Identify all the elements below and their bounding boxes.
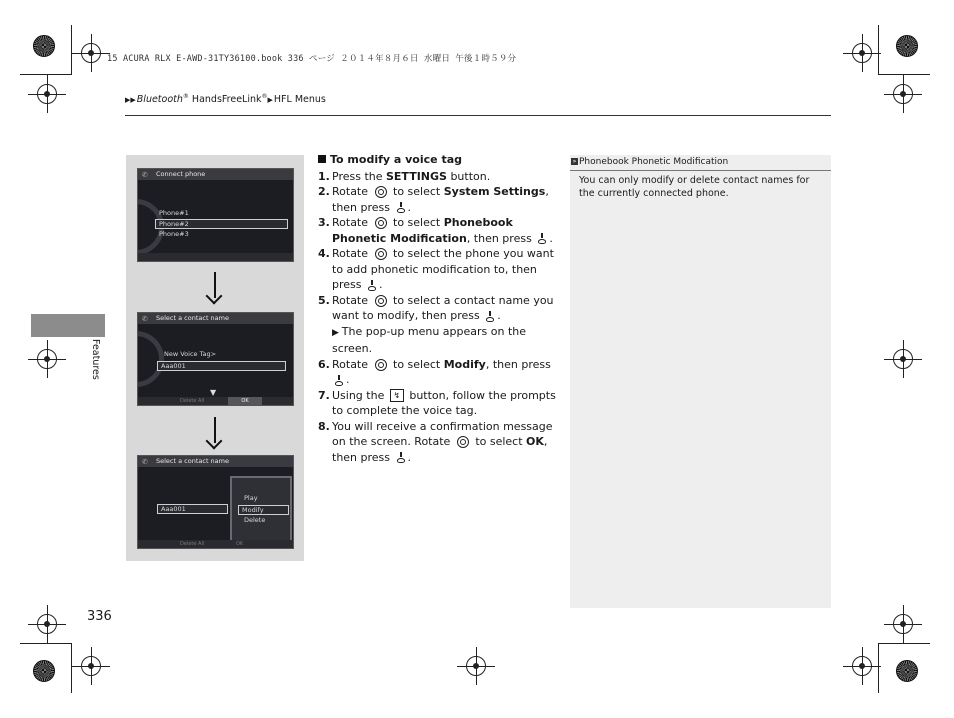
interface-dial-icon xyxy=(375,217,387,229)
down-arrow-icon xyxy=(205,417,225,447)
print-header: 15 ACURA RLX E-AWD-31TY36100.book 336 ページ ２０１４年８月６日 水曜日 午後１時５９分 xyxy=(107,54,517,64)
crosshair-mark xyxy=(37,349,57,369)
press-dial-icon xyxy=(537,233,547,244)
step-number: 8. xyxy=(318,419,330,433)
screen-bottom-bar xyxy=(138,253,293,261)
settings-button-ref: SETTINGS xyxy=(386,169,447,183)
step-1: 1. Press the SETTINGS button. xyxy=(318,169,491,183)
interface-dial-icon xyxy=(457,436,469,448)
registration-rosette xyxy=(896,660,918,682)
screen-list-item-selected: Aaa001 xyxy=(157,504,228,514)
interface-dial-icon xyxy=(375,186,387,198)
phone-icon: ✆ xyxy=(142,315,148,323)
heading-square-icon xyxy=(318,155,326,163)
bottom-left-label: Delete All xyxy=(180,398,205,404)
screen-contact-popup xyxy=(137,455,294,549)
screen-title-bar xyxy=(138,456,293,467)
bottom-left-label: Delete All xyxy=(180,541,205,547)
registered-mark: ® xyxy=(261,93,268,100)
crop-line xyxy=(878,74,930,75)
breadcrumb-handsfreelink[interactable]: HandsFreeLink xyxy=(188,94,262,106)
step-3: 3. Rotate to select Phonebook Phonetic Modification, then press . xyxy=(318,216,553,245)
crop-line xyxy=(71,25,72,75)
step-number: 2. xyxy=(318,185,330,198)
breadcrumb-arrow-icon: ▶▶ xyxy=(125,96,136,105)
page-number: 336 xyxy=(87,609,112,624)
crosshair-mark xyxy=(852,43,872,63)
crop-line xyxy=(878,643,930,644)
press-dial-icon xyxy=(396,202,406,213)
step-number: 7. xyxy=(318,388,330,402)
popup-item-modify: Modify xyxy=(238,505,289,515)
screen-title-bar xyxy=(138,169,293,180)
scroll-down-icon: ▼ xyxy=(210,388,217,397)
bottom-right-label: OK xyxy=(228,397,262,405)
crop-line xyxy=(71,643,72,693)
dial-arc xyxy=(137,331,164,387)
registration-rosette xyxy=(33,35,55,57)
crop-line xyxy=(20,74,72,75)
crosshair-mark xyxy=(37,84,57,104)
screen-bottom-bar xyxy=(138,540,293,548)
crosshair-mark xyxy=(893,614,913,634)
crosshair-mark xyxy=(81,43,101,63)
press-dial-icon xyxy=(334,375,344,386)
screen-list-item-selected: Aaa001 xyxy=(157,361,286,371)
interface-dial-icon xyxy=(375,359,387,371)
press-dial-icon xyxy=(396,452,406,463)
screen-title: Connect phone xyxy=(156,170,206,178)
phone-icon: ✆ xyxy=(142,458,148,466)
step-number: 3. xyxy=(318,216,330,229)
note-box xyxy=(570,155,831,608)
note-title: Phonebook Phonetic Modification xyxy=(579,157,729,167)
note-heading xyxy=(570,155,831,171)
registration-rosette xyxy=(896,35,918,57)
breadcrumb xyxy=(125,93,326,105)
step-2: 2. Rotate to select System Settings, then press . xyxy=(318,185,549,214)
step-number: 6. xyxy=(318,357,330,371)
header-rule xyxy=(125,115,831,116)
registration-rosette xyxy=(33,660,55,682)
crosshair-mark xyxy=(893,84,913,104)
screen-title: Select a contact name xyxy=(156,457,229,465)
screen-list-item: Phone#3 xyxy=(159,230,189,238)
breadcrumb-bluetooth[interactable]: Bluetooth xyxy=(136,94,183,106)
breadcrumb-arrow-icon: ▶ xyxy=(267,96,273,105)
screen-connect-phone xyxy=(137,168,294,262)
interface-dial-icon xyxy=(375,295,387,307)
popup-menu xyxy=(230,476,292,542)
step-8: 8. You will receive a confirmation message on the screen. Rotate to select OK, then press . xyxy=(318,419,553,464)
crop-line xyxy=(878,25,879,75)
bottom-right-label: OK xyxy=(236,541,244,547)
popup-item-delete: Delete xyxy=(244,516,266,524)
step-number: 5. xyxy=(318,293,330,307)
crosshair-mark xyxy=(893,349,913,369)
procedure-heading: To modify a voice tag xyxy=(318,152,558,168)
talk-button-icon: ↯ xyxy=(390,389,404,402)
crosshair-mark xyxy=(852,656,872,676)
screen-select-contact xyxy=(137,312,294,406)
crosshair-mark xyxy=(466,656,486,676)
crop-line xyxy=(878,643,879,693)
section-tab xyxy=(31,314,105,337)
step-number: 4. xyxy=(318,247,330,260)
screen-list-item: Phone#1 xyxy=(159,209,189,217)
screen-title-bar xyxy=(138,313,293,324)
screen-bottom-bar xyxy=(138,397,293,405)
interface-dial-icon xyxy=(375,248,387,260)
press-dial-icon xyxy=(367,280,377,291)
step-7: 7. Using the ↯ button, follow the prompts to complete the voice tag. xyxy=(318,388,556,417)
press-dial-icon xyxy=(485,311,495,322)
step-number: 1. xyxy=(318,169,330,183)
step-5-note: ▶ The pop-up menu appears on the screen. xyxy=(332,324,527,355)
section-label: Features xyxy=(90,339,101,380)
phone-icon: ✆ xyxy=(142,171,148,179)
crosshair-mark xyxy=(37,614,57,634)
note-body: You can only modify or delete contact names for the currently connected phone. xyxy=(579,175,810,199)
crop-line xyxy=(20,643,72,644)
breadcrumb-hfl-menus[interactable]: HFL Menus xyxy=(273,94,326,106)
screen-list-item: New Voice Tag> xyxy=(164,350,217,358)
step-5: 5. Rotate to select a contact name you want to modify, then press . ▶ The pop-up menu appears on the screen. xyxy=(318,293,558,357)
crosshair-mark xyxy=(81,656,101,676)
screen-title: Select a contact name xyxy=(156,314,229,322)
popup-item-play: Play xyxy=(244,494,258,502)
note-marker-icon: » xyxy=(572,158,577,165)
registered-mark: ® xyxy=(182,93,189,100)
step-6: 6. Rotate to select Modify, then press . xyxy=(318,357,551,386)
step-4: 4. Rotate to select the phone you want to add phonetic modification to, then press . xyxy=(318,247,554,291)
down-arrow-icon xyxy=(205,272,225,302)
note-arrow-icon: ▶ xyxy=(332,327,342,338)
procedure xyxy=(318,152,558,465)
screen-list-item-selected: Phone#2 xyxy=(155,219,288,229)
